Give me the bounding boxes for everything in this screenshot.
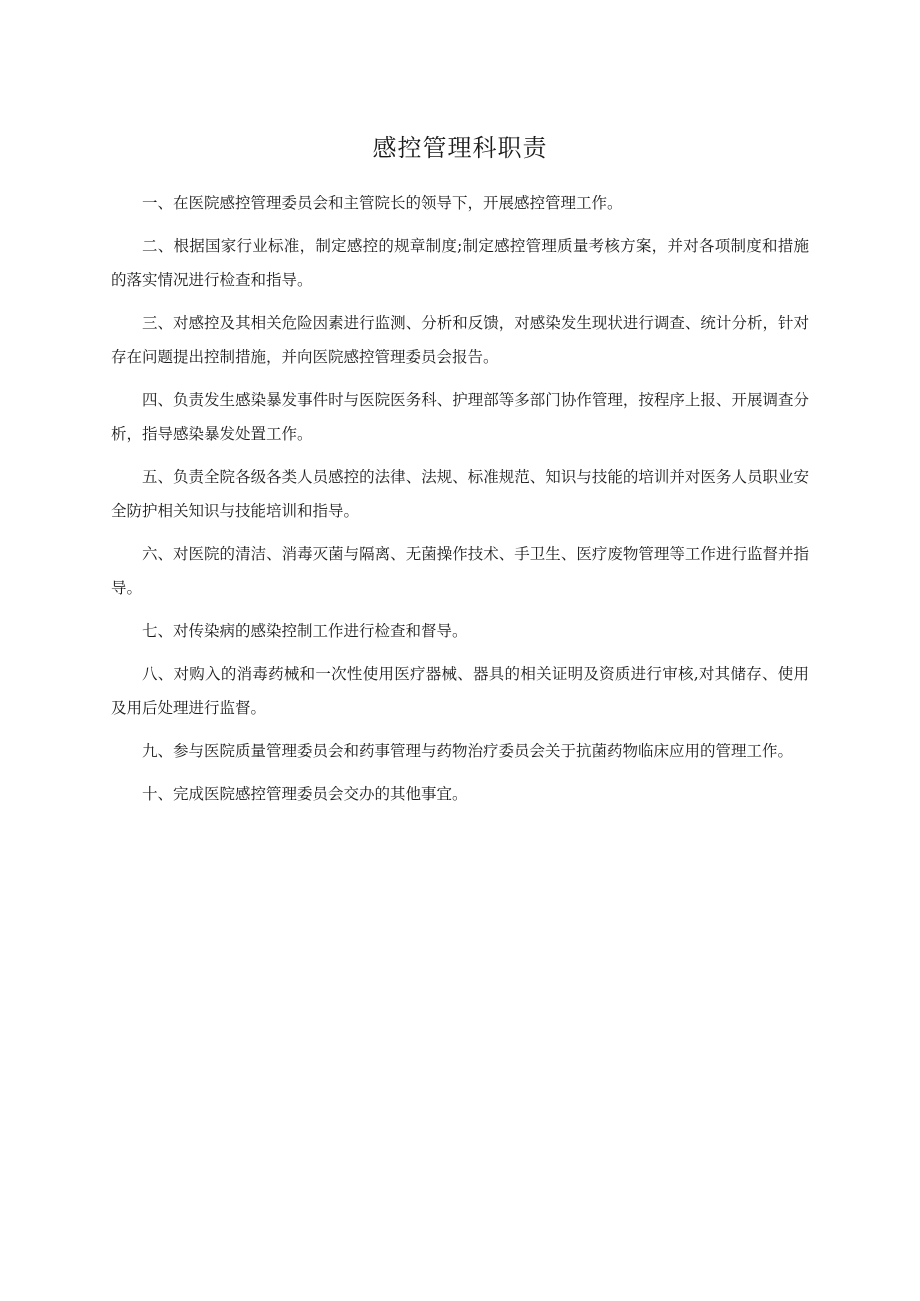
paragraph-9: 九、参与医院质量管理委员会和药事管理与药物治疗委员会关于抗菌药物临床应用的管理工作。 <box>142 742 794 760</box>
paragraph-5: 五、负责全院各级各类人员感控的法律、法规、标准规范、知识与技能的培训并对医务人员职业安全防护相关知识与技能培训和指导。 <box>111 468 809 520</box>
paragraph-2: 二、根据国家行业标准，制定感控的规章制度;制定感控管理质量考核方案，并对各项制度和措施的落实情况进行检查和指导。 <box>111 237 809 289</box>
paragraph-1: 一、在医院感控管理委员会和主管院长的领导下，开展感控管理工作。 <box>142 194 623 212</box>
paragraph-8: 八、对购入的消毒药械和一次性使用医疗器械、器具的相关证明及资质进行审核,对其储存、使用及用后处理进行监督。 <box>111 665 809 717</box>
paragraph-7: 七、对传染病的感染控制工作进行检查和督导。 <box>142 622 468 640</box>
paragraph-3: 三、对感控及其相关危险因素进行监测、分析和反馈，对感染发生现状进行调查、统计分析，针对存在问题提出控制措施，并向医院感控管理委员会报告。 <box>111 314 809 366</box>
document-title: 感控管理科职责 <box>372 134 548 162</box>
paragraph-6: 六、对医院的清洁、消毒灭菌与隔离、无菌操作技术、手卫生、医疗废物管理等工作进行监督并指导。 <box>111 545 809 597</box>
document-body <box>111 186 809 820</box>
paragraph-4: 四、负责发生感染暴发事件时与医院医务科、护理部等多部门协作管理，按程序上报、开展调查分析，指导感染暴发处置工作。 <box>111 391 809 443</box>
paragraph-10: 十、完成医院感控管理委员会交办的其他事宜。 <box>142 785 468 803</box>
